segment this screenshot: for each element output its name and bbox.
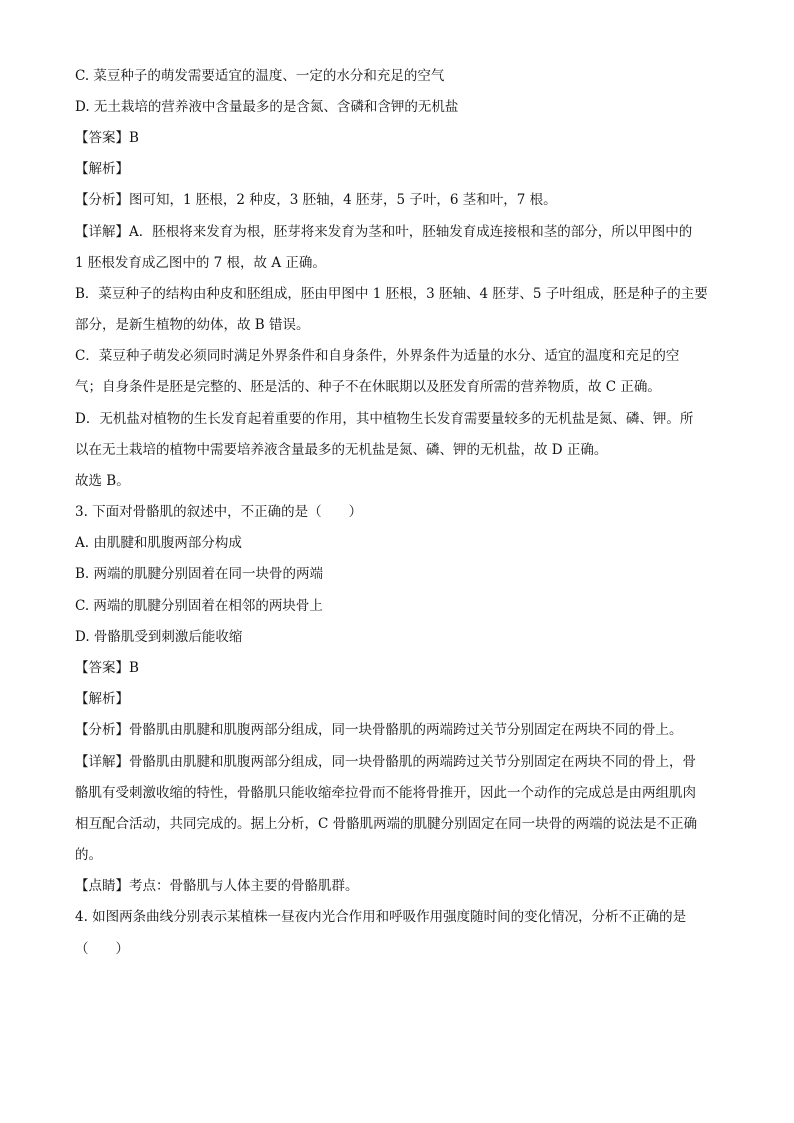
- analysis-heading-q3: 【解析】: [75, 691, 129, 707]
- detail-line-2-q3: 骼肌有受刺激收缩的特性，骨骼肌只能收缩牵拉骨而不能将骨推开，因此一个动作的完成总是由两组肌肉: [75, 785, 696, 801]
- option-d-q2: D. 无土栽培的营养液中含量最多的是含氮、含磷和含钾的无机盐: [75, 99, 459, 115]
- tip-q3: 【点睛】考点：骨骼肌与人体主要的骨骼肌群。: [75, 878, 359, 894]
- detail-line-3-q2: B．菜豆种子的结构由种皮和胚组成，胚由甲图中 1 胚根，3 胚轴、4 胚芽、5 子叶组成，胚是种子的主要: [75, 286, 708, 302]
- option-b-q3: B. 两端的肌腱分别固着在同一块骨的两端: [75, 566, 324, 582]
- detail-line-4-q3: 的。: [75, 847, 102, 863]
- option-d-q3: D. 骨骼肌受到刺激后能收缩: [75, 629, 243, 645]
- detail-line-1-q3: 【详解】骨骼肌由肌腱和肌腹两部分组成，同一块骨骼肌的两端跨过关节分别固定在两块不同的骨上，骨: [75, 754, 696, 770]
- detail-line-1-q2: 【详解】A．胚根将来发育为根，胚芽将来发育为茎和叶，胚轴发育成连接根和茎的部分，所以甲图中的: [75, 224, 693, 240]
- option-a-q3: A. 由肌腱和肌腹两部分构成: [75, 535, 242, 551]
- answer-q3: 【答案】B: [75, 660, 139, 676]
- answer-q2: 【答案】B: [75, 130, 139, 146]
- analysis-summary-q2: 【分析】图可知，1 胚根，2 种皮，3 胚轴，4 胚芽，5 子叶，6 茎和叶，7 根。: [75, 192, 557, 208]
- analysis-heading-q2: 【解析】: [75, 161, 129, 177]
- question-4-blank: （ ）: [75, 941, 129, 957]
- detail-line-3-q3: 相互配合活动，共同完成的。据上分析，C 骨骼肌两端的肌腱分别固定在同一块骨的两端的说法是不正确: [75, 816, 698, 832]
- detail-line-2-q2: 1 胚根发育成乙图中的 7 根，故 A 正确。: [75, 255, 326, 271]
- detail-line-4-q2: 部分，是新生植物的幼体，故 B 错误。: [75, 317, 310, 333]
- detail-line-8-q2: 以在无土栽培的植物中需要培养液含量最多的无机盐是氮、磷、钾的无机盐，故 D 正确。: [75, 442, 608, 458]
- question-3-stem: 3. 下面对骨骼肌的叙述中，不正确的是（ ）: [75, 504, 363, 520]
- detail-line-7-q2: D．无机盐对植物的生长发育起着重要的作用，其中植物生长发育需要量较多的无机盐是氮、磷、钾。所: [75, 411, 694, 427]
- question-4-stem: 4. 如图两条曲线分别表示某植株一昼夜内光合作用和呼吸作用强度随时间的变化情况，分析不正确的是: [75, 909, 687, 925]
- detail-line-6-q2: 气；自身条件是胚是完整的、胚是活的、种子不在休眠期以及胚发育所需的营养物质，故 C 正确。: [75, 379, 661, 395]
- option-c-q3: C. 两端的肌腱分别固着在相邻的两块骨上: [75, 598, 323, 614]
- detail-line-5-q2: C．菜豆种子萌发必须同时满足外界条件和自身条件，外界条件为适量的水分、适宜的温度和充足的空: [75, 348, 680, 364]
- option-c-q2: C. 菜豆种子的萌发需要适宜的温度、一定的水分和充足的空气: [75, 68, 445, 84]
- choice-conclusion-q2: 故选 B。: [75, 473, 130, 489]
- analysis-summary-q3: 【分析】骨骼肌由肌腱和肌腹两部分组成，同一块骨骼肌的两端跨过关节分别固定在两块不同的骨上。: [75, 722, 683, 738]
